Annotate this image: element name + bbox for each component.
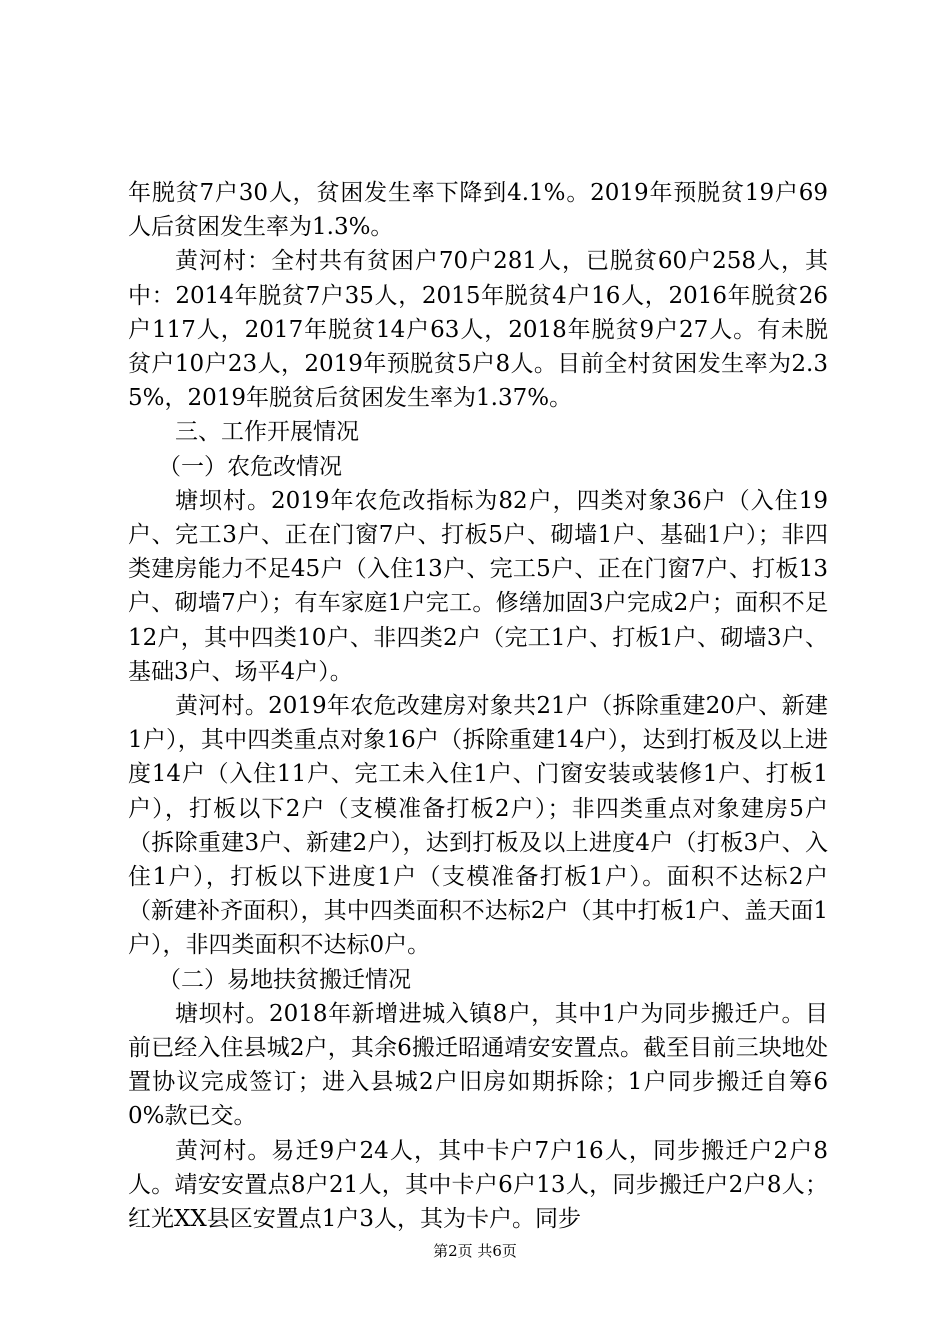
subsection-heading-relocation: （二）易地扶贫搬迁情况: [158, 966, 411, 993]
paragraph-tangba-relocation: 塘坝村。2018年新增进城入镇8户，其中1户为同步搬迁户。目前已经入住县城2户，其余6搬迁昭通靖安安置点。截至目前三块地处置协议完成签订；进入县城2户旧房如期拆除；1户同步搬迁自筹60%款已交。: [128, 1000, 828, 1130]
paragraph-huanghe-relocation: 黄河村。易迁9户24人，其中卡户7户16人，同步搬迁户2户8人。靖安安置点8户21人，其中卡户6户13人，同步搬迁户2户8人；红光XX县区安置点1户3人，其为卡户。同步: [128, 1137, 828, 1233]
subsection-heading-housing: （一）农危改情况: [158, 453, 342, 480]
document-body: [128, 176, 828, 1236]
paragraph-continuation: 年脱贫7户30人，贫困发生率下降到4.1%。2019年预脱贫19户69人后贫困发生率为1.3%。: [128, 180, 828, 241]
paragraph-tangba-housing: 塘坝村。2019年农危改指标为82户，四类对象36户（入住19户、完工3户、正在门窗7户、打板5户、砌墙1户、基础1户）；非四类建房能力不足45户（入住13户、完工5户、正在门窗7户、打板13户、砌墙7户）；有车家庭1户完工。修缮加固3户完成2户；面积不足12户，其中四类10户、非四类2户（完工1户、打板1户、砌墙3户、基础3户、场平4户）。: [128, 487, 828, 685]
paragraph-huanghe-poverty: 黄河村：全村共有贫困户70户281人，已脱贫60户258人，其中：2014年脱贫7户35人，2015年脱贫4户16人，2016年脱贫26户117人，2017年脱贫14户63人，2018年脱贫9户27人。有未脱贫户10户23人，2019年预脱贫5户8人。目前全村贫困发生率为2.35%，2019年脱贫后贫困发生率为1.37%。: [128, 248, 828, 412]
paragraph-huanghe-housing: 黄河村。2019年农危改建房对象共21户（拆除重建20户、新建1户），其中四类重点对象16户（拆除重建14户），达到打板及以上进度14户（入住11户、完工未入住1户、门窗安装或装修1户、打板1户），打板以下2户（支模准备打板2户）；非四类重点对象建房5户（拆除重建3户、新建2户），达到打板及以上进度4户（打板3户、入住1户），打板以下进度1户（支模准备打板1户）。面积不达标2户（新建补齐面积），其中四类面积不达标2户（其中打板1户、盖天面1户），非四类面积不达标0户。: [128, 693, 828, 959]
page-footer: 第2页 共6页: [433, 1242, 517, 1260]
section-heading-work: 三、工作开展情况: [175, 419, 359, 446]
